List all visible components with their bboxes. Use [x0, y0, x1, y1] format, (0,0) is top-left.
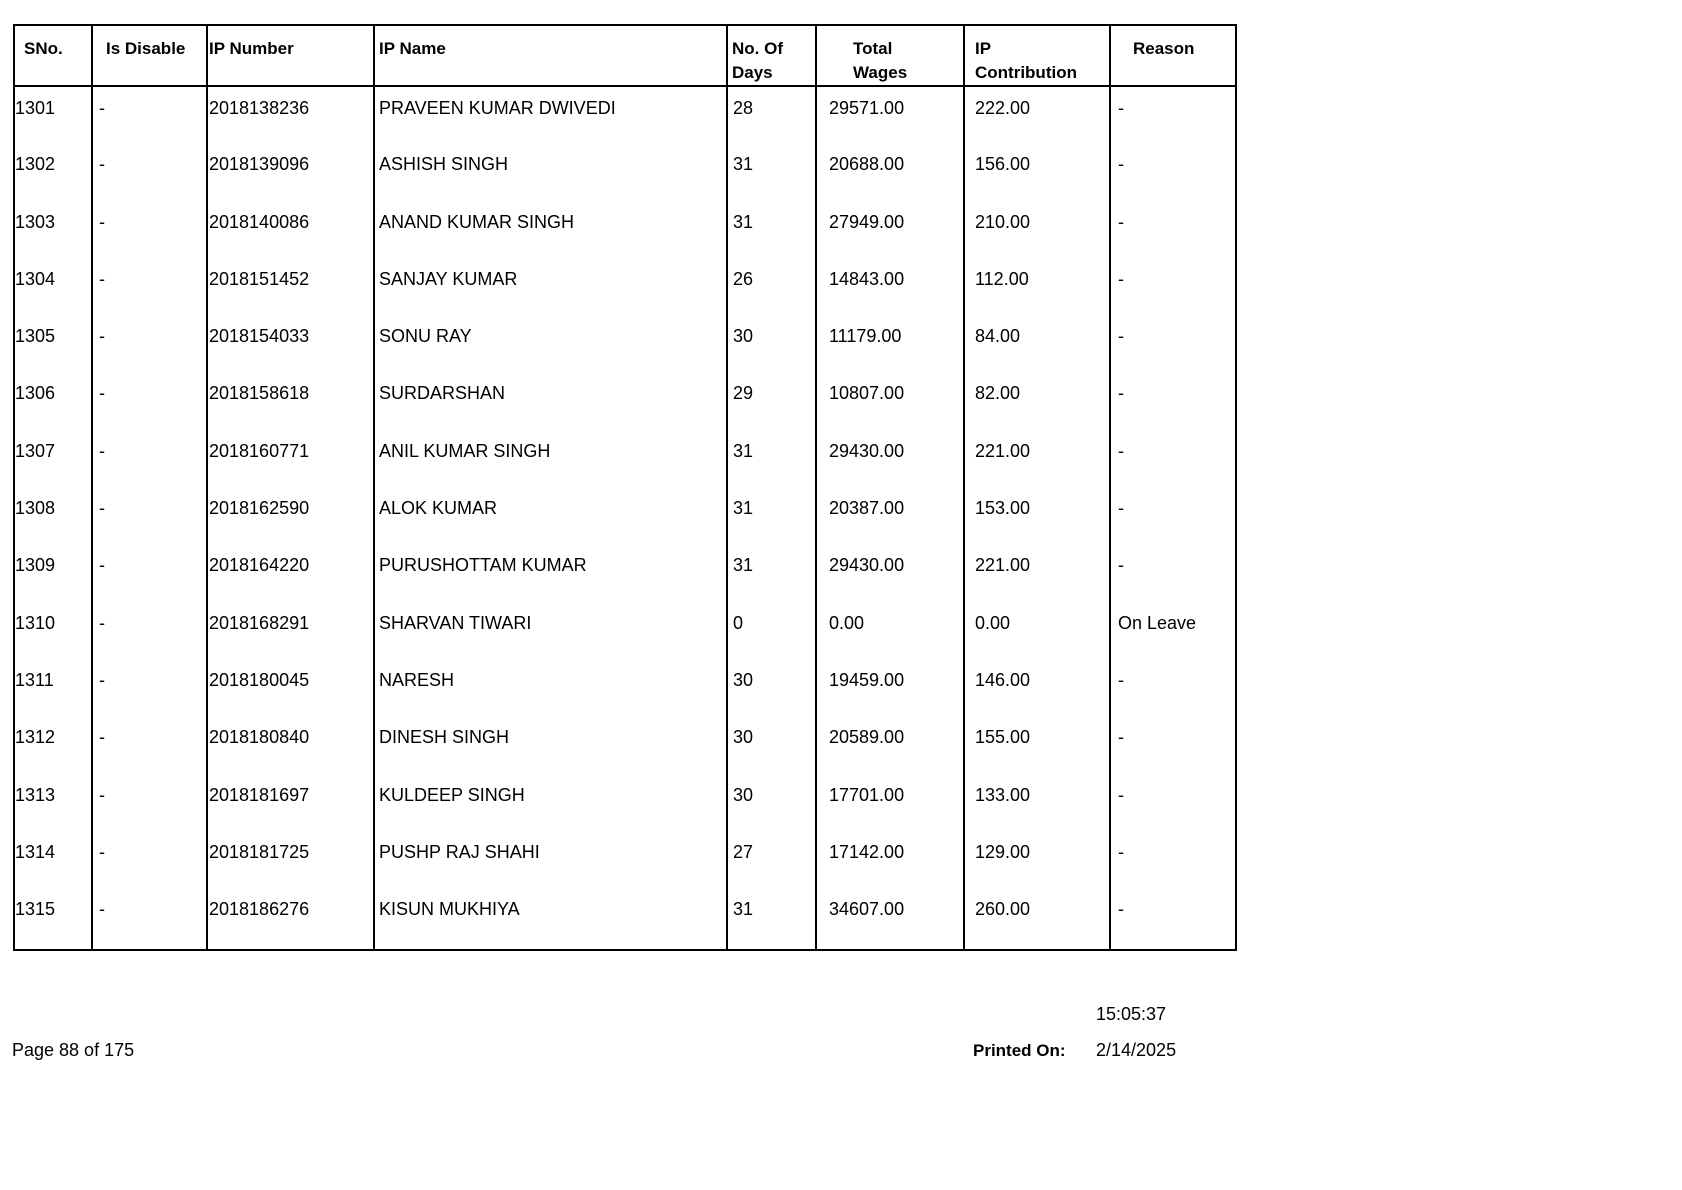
cell-is-disable: -: [92, 888, 207, 950]
cell-ip-name: PURUSHOTTAM KUMAR: [374, 544, 727, 601]
cell-ip-number: 2018180840: [207, 716, 374, 773]
cell-wages: 11179.00: [816, 315, 964, 372]
cell-ip-number: 2018180045: [207, 659, 374, 716]
cell-is-disable: -: [92, 143, 207, 200]
cell-reason: -: [1110, 716, 1236, 773]
cell-reason: -: [1110, 430, 1236, 487]
table-row: [14, 487, 1236, 544]
header-ip-contribution: IP Contribution: [964, 25, 1110, 86]
cell-reason: On Leave: [1110, 602, 1236, 659]
cell-ip-number: 2018162590: [207, 487, 374, 544]
cell-ip-name: ALOK KUMAR: [374, 487, 727, 544]
cell-wages: 10807.00: [816, 372, 964, 429]
cell-ip-name: SONU RAY: [374, 315, 727, 372]
cell-contribution: 84.00: [964, 315, 1110, 372]
cell-wages: 20589.00: [816, 716, 964, 773]
cell-wages: 17701.00: [816, 774, 964, 831]
cell-sno: 1312: [14, 716, 92, 773]
cell-is-disable: -: [92, 86, 207, 143]
header-ip-number: IP Number: [207, 25, 374, 86]
cell-reason: -: [1110, 487, 1236, 544]
cell-contribution: 82.00: [964, 372, 1110, 429]
cell-wages: 34607.00: [816, 888, 964, 950]
cell-ip-number: 2018158618: [207, 372, 374, 429]
cell-days: 31: [727, 544, 816, 601]
table-row: [14, 716, 1236, 773]
cell-days: 0: [727, 602, 816, 659]
cell-days: 30: [727, 716, 816, 773]
printed-time: 15:05:37: [1096, 1004, 1167, 1024]
table-header: [14, 25, 1236, 86]
cell-sno: 1306: [14, 372, 92, 429]
cell-days: 31: [727, 888, 816, 950]
cell-ip-number: 2018138236: [207, 86, 374, 143]
cell-ip-name: KULDEEP SINGH: [374, 774, 727, 831]
cell-is-disable: -: [92, 430, 207, 487]
cell-days: 31: [727, 201, 816, 258]
cell-ip-name: SHARVAN TIWARI: [374, 602, 727, 659]
cell-contribution: 222.00: [964, 86, 1110, 143]
header-total-wages: Total Wages: [816, 25, 964, 86]
header-no-of-days: No. Of Days: [727, 25, 816, 86]
cell-days: 31: [727, 143, 816, 200]
header-sno: SNo.: [14, 25, 92, 86]
cell-days: 31: [727, 487, 816, 544]
table-row: [14, 774, 1236, 831]
cell-reason: -: [1110, 888, 1236, 950]
cell-ip-number: 2018186276: [207, 888, 374, 950]
cell-days: 31: [727, 430, 816, 487]
cell-ip-name: ASHISH SINGH: [374, 143, 727, 200]
table-body: [14, 86, 1236, 950]
cell-ip-name: PRAVEEN KUMAR DWIVEDI: [374, 86, 727, 143]
cell-ip-number: 2018181725: [207, 831, 374, 888]
cell-ip-name: ANIL KUMAR SINGH: [374, 430, 727, 487]
cell-sno: 1304: [14, 258, 92, 315]
cell-ip-name: PUSHP RAJ SHAHI: [374, 831, 727, 888]
cell-reason: -: [1110, 201, 1236, 258]
table-row: [14, 143, 1236, 200]
cell-contribution: 156.00: [964, 143, 1110, 200]
cell-is-disable: -: [92, 544, 207, 601]
cell-wages: 29571.00: [816, 86, 964, 143]
cell-sno: 1305: [14, 315, 92, 372]
cell-ip-name: NARESH: [374, 659, 727, 716]
cell-ip-number: 2018140086: [207, 201, 374, 258]
cell-ip-number: 2018181697: [207, 774, 374, 831]
table-row: [14, 86, 1236, 143]
cell-wages: 29430.00: [816, 544, 964, 601]
header-is-disable: Is Disable: [92, 25, 207, 86]
cell-contribution: 210.00: [964, 201, 1110, 258]
table-row: [14, 602, 1236, 659]
cell-ip-name: KISUN MUKHIYA: [374, 888, 727, 950]
header-reason: Reason: [1110, 25, 1236, 86]
table-row: [14, 888, 1236, 950]
cell-is-disable: -: [92, 659, 207, 716]
table-row: [14, 544, 1236, 601]
table-row: [14, 201, 1236, 258]
cell-days: 30: [727, 315, 816, 372]
cell-reason: -: [1110, 831, 1236, 888]
cell-reason: -: [1110, 372, 1236, 429]
cell-contribution: 133.00: [964, 774, 1110, 831]
cell-ip-number: 2018139096: [207, 143, 374, 200]
cell-contribution: 155.00: [964, 716, 1110, 773]
cell-sno: 1307: [14, 430, 92, 487]
cell-reason: -: [1110, 143, 1236, 200]
cell-wages: 20688.00: [816, 143, 964, 200]
cell-is-disable: -: [92, 487, 207, 544]
cell-sno: 1314: [14, 831, 92, 888]
cell-contribution: 221.00: [964, 430, 1110, 487]
cell-reason: -: [1110, 315, 1236, 372]
cell-reason: -: [1110, 659, 1236, 716]
cell-days: 26: [727, 258, 816, 315]
cell-sno: 1303: [14, 201, 92, 258]
cell-contribution: 260.00: [964, 888, 1110, 950]
printed-on-label: Printed On:: [973, 1041, 1066, 1060]
table-row: [14, 258, 1236, 315]
cell-wages: 27949.00: [816, 201, 964, 258]
contribution-table: [13, 24, 1237, 951]
printed-date: 2/14/2025: [1096, 1040, 1177, 1060]
cell-wages: 17142.00: [816, 831, 964, 888]
header-ip-name: IP Name: [374, 25, 727, 86]
cell-contribution: 153.00: [964, 487, 1110, 544]
cell-is-disable: -: [92, 258, 207, 315]
cell-ip-number: 2018160771: [207, 430, 374, 487]
cell-contribution: 146.00: [964, 659, 1110, 716]
cell-reason: -: [1110, 258, 1236, 315]
table-row: [14, 831, 1236, 888]
cell-sno: 1308: [14, 487, 92, 544]
cell-days: 27: [727, 831, 816, 888]
cell-ip-name: SANJAY KUMAR: [374, 258, 727, 315]
cell-sno: 1310: [14, 602, 92, 659]
cell-wages: 29430.00: [816, 430, 964, 487]
cell-reason: -: [1110, 544, 1236, 601]
cell-is-disable: -: [92, 315, 207, 372]
cell-is-disable: -: [92, 602, 207, 659]
cell-sno: 1313: [14, 774, 92, 831]
cell-sno: 1315: [14, 888, 92, 950]
cell-wages: 0.00: [816, 602, 964, 659]
cell-contribution: 221.00: [964, 544, 1110, 601]
cell-ip-name: ANAND KUMAR SINGH: [374, 201, 727, 258]
cell-contribution: 0.00: [964, 602, 1110, 659]
cell-days: 30: [727, 659, 816, 716]
cell-is-disable: -: [92, 774, 207, 831]
page-number: Page 88 of 175: [12, 1040, 135, 1060]
cell-days: 29: [727, 372, 816, 429]
cell-reason: -: [1110, 774, 1236, 831]
cell-wages: 14843.00: [816, 258, 964, 315]
table-row: [14, 659, 1236, 716]
cell-sno: 1311: [14, 659, 92, 716]
cell-ip-number: 2018164220: [207, 544, 374, 601]
cell-contribution: 112.00: [964, 258, 1110, 315]
table-row: [14, 430, 1236, 487]
cell-contribution: 129.00: [964, 831, 1110, 888]
cell-is-disable: -: [92, 831, 207, 888]
table-row: [14, 315, 1236, 372]
cell-wages: 20387.00: [816, 487, 964, 544]
cell-sno: 1309: [14, 544, 92, 601]
cell-sno: 1302: [14, 143, 92, 200]
cell-days: 30: [727, 774, 816, 831]
cell-ip-number: 2018151452: [207, 258, 374, 315]
cell-days: 28: [727, 86, 816, 143]
cell-ip-number: 2018168291: [207, 602, 374, 659]
cell-ip-name: SURDARSHAN: [374, 372, 727, 429]
cell-reason: -: [1110, 86, 1236, 143]
cell-sno: 1301: [14, 86, 92, 143]
cell-ip-number: 2018154033: [207, 315, 374, 372]
cell-is-disable: -: [92, 201, 207, 258]
cell-wages: 19459.00: [816, 659, 964, 716]
cell-ip-name: DINESH SINGH: [374, 716, 727, 773]
cell-is-disable: -: [92, 716, 207, 773]
cell-is-disable: -: [92, 372, 207, 429]
table-row: [14, 372, 1236, 429]
